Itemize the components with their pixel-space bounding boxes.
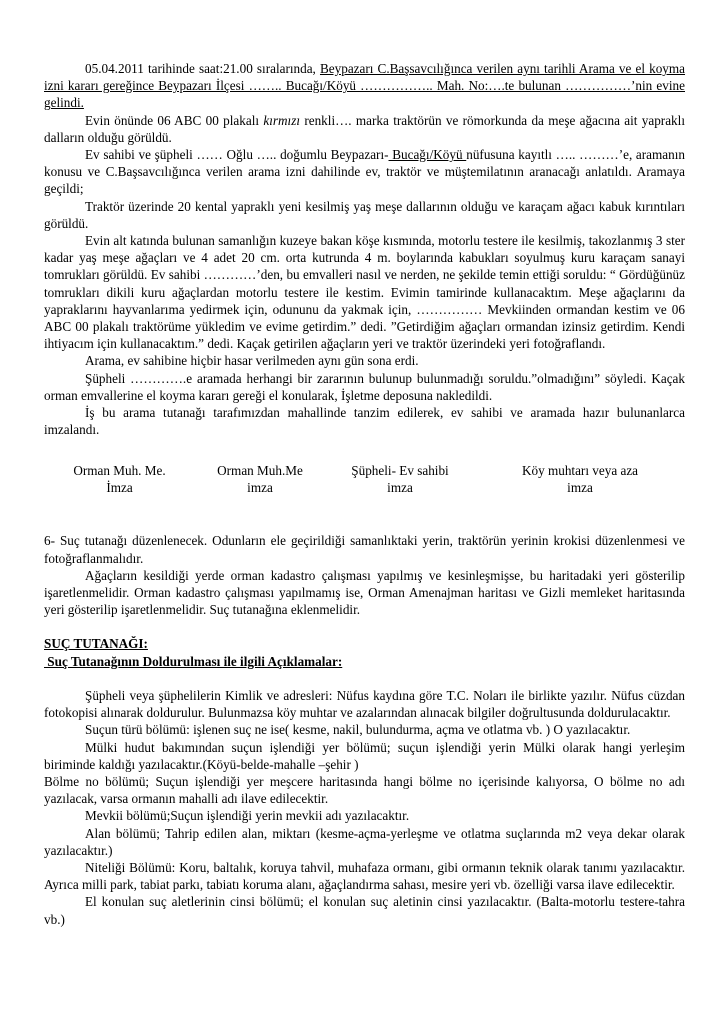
paragraph-signed: İş bu arama tutanağı tarafımızdan mahallinde tanzim edilerek, ev sahibi ve aramada hazır bulunanlarca imzalandı. bbox=[44, 405, 685, 438]
paragraph-trailer-findings: Traktör üzerinde 20 kental yapraklı yeni kesilmiş yaş meşe dallarının olduğu ve karaçam ağacı kabuk kırıntıları görüldü. bbox=[44, 198, 685, 231]
signature-title: Şüpheli- Ev sahibi bbox=[351, 463, 449, 479]
signature-label: imza bbox=[247, 480, 273, 496]
intro-office-text: Beypazarı C.Başsavcılığınca verilen aynı tarihli Arama ve el koyma izni kararı gereğince Beypazarı İlçesi …….. Bucağı/Köyü …………….. Mah. No:….te bulunan ……………’nin evine gelindi. bbox=[44, 61, 686, 111]
signature-title: Orman Muh.Me bbox=[217, 463, 303, 479]
paragraph-barn-findings: Evin alt katında bulunan samanlığın kuzeye bakan köşe kısmında, motorlu testere ile kesilmiş, takozlanmış 3 ster kadar yaş meşe ağaçları ve 4 adet 20 cm. orta kutrunda 4 m. boylarında kabukları soyulmuş kuru karaçam sanayi tomrukları görüldü. Ev sahibi …………’den, bu emvalleri nasıl ve nerden, ne şekilde temin ettiği soruldu: “ Gördüğünüz tomrukları dikili kuru ağaçlardan motorlu testere ile kestim. Evimin tamirinde kullanacaktım. Meşe ağaçlarını da yapraklarını hayvanlarıma yedirmek için, odununu da yakmak için, …………… Mevkiinden ormandan kestim ve 06 ABC 00 plakalı traktörüme yükledim ve evime getirdim.” dedi. ”Getirdiğim ağaçları ormandan izinsiz getirdim. Kendi ihtiyacım için kullanacaktım.” dedi. Kaçak getirilen ağaçların yeri ve traktör üzerindeki yeri fotoğraflandı. bbox=[44, 233, 685, 352]
document-page bbox=[44, 60, 685, 928]
signature-column bbox=[325, 462, 475, 498]
section-subtitle: Suç Tutanağının Doldurulması ile ilgili Açıklamalar: bbox=[44, 653, 343, 669]
signature-column bbox=[44, 462, 195, 498]
intro-paragraph bbox=[44, 60, 685, 112]
explanation-compartment: Bölme no bölümü; Suçun işlendiği yer meşcere haritasında hangi bölme no içerisinde kalıyorsa, O bölme no adı yazılacak, varsa ormanın mahalli adı ilave edilecektir. bbox=[44, 773, 685, 807]
note-6-map-paragraph: Ağaçların kesildiği yerde orman kadastro çalışması yapılmış ve kesinleşmişse, bu haritadaki yeri gösterilip işaretlenmelidir. Orman kadastro çalışması yapılmamış ise, Orman Amenajman haritası ve Gizli memleket haritasında yeri gösterilip işaretlenmelidir. Suç tutanağına eklenmelidir. bbox=[44, 567, 685, 618]
signature-column bbox=[475, 462, 685, 498]
explanation-crime-type: Suçun türü bölümü: işlenen suç ne ise( kesme, nakil, bulundurma, açma ve otlatma vb. ) O yazılacaktır. bbox=[85, 722, 631, 738]
paragraph-owner-text-a: Ev sahibi ve şüpheli …… Oğlu ….. doğumlu Beypazarı- bbox=[85, 147, 389, 163]
spacer bbox=[44, 670, 685, 687]
paragraph-owner-text-b: nüfusuna kayıtlı ….. ………’e, aramanın konusu ve C.Başsavcılığınca verilen arama izni dahilinde ev, traktör ve müştemilatının aranacağı anlatıldı. Aramaya geçildi; bbox=[44, 147, 685, 197]
explanation-quality: Niteliği Bölümü: Koru, baltalık, koruya tahvil, muhafaza ormanı, gibi ormanın teknik olarak tanımı yazılacaktır. Ayrıca milli park, tabiat parkı, tabiatı koruma alanı, ağaçlandırma sahası, mesire yeri vb. özelliği varsa ilave edilecektir. bbox=[44, 859, 685, 893]
signature-title: Köy muhtarı veya aza bbox=[521, 463, 639, 479]
paragraph-suspect-asked: Şüpheli ………….e aramada herhangi bir zararının bulunup bulunmadığı soruldu.”olmadığını” söyledi. Kaçak orman emvallerine el koyma kararı gereği el konularak, İşletme deposuna nakledildi. bbox=[44, 370, 685, 403]
paragraph-tractor-text-b: renkli…. marka traktörün ve römorkunda da meşe ağacına ait yapraklı dalların olduğu görüldü. bbox=[44, 112, 685, 145]
signature-block bbox=[44, 462, 685, 498]
color-red-word: kırmızı bbox=[263, 112, 301, 128]
spacer bbox=[44, 498, 685, 532]
paragraph-tractor bbox=[44, 112, 685, 146]
spacer bbox=[44, 618, 685, 635]
intro-date-time: 05.04.2011 tarihinde saat:21.00 sıralarında, bbox=[85, 61, 316, 76]
explanation-identity: Şüpheli veya şüphelilerin Kimlik ve adresleri: Nüfus kaydına göre T.C. Noları ile birlikte yazılır. Nüfus cüzdan fotokopisi alınarak doldurulur. Bulunmazsa köy muhtar ve azalarından alınacak bilgiler doğrultusunda doldurulacaktır. bbox=[44, 687, 685, 721]
explanation-area: Alan bölümü; Tahrip edilen alan, miktarı (kesme-açma-yerleşme ve otlatma suçlarında m2 veya dekar olarak yazılacaktır.) bbox=[44, 825, 685, 858]
paragraph-tractor-text-a: Evin önünde 06 ABC 00 plakalı bbox=[85, 112, 264, 128]
signature-label: imza bbox=[387, 480, 413, 496]
paragraph-owner bbox=[44, 146, 685, 198]
signature-label: İmza bbox=[106, 480, 133, 496]
explanation-locality: Mevkii bölümü;Suçun işlendiği yerin mevkii adı yazılacaktır. bbox=[85, 808, 410, 824]
paragraph-search-ended: Arama, ev sahibine hiçbir hasar verilmeden aynı gün sona erdi. bbox=[85, 353, 419, 369]
village-underlined: Bucağı/Köyü bbox=[388, 147, 467, 163]
signature-label: imza bbox=[567, 480, 593, 496]
explanation-location: Mülki hudut bakımından suçun işlendiği yer bölümü; suçun işlendiği yerin Mülki olarak hangi yerleşim biriminde kaldığı yazılacaktır.(Köyü-belde-mahalle –şehir ) bbox=[44, 739, 685, 772]
section-title: SUÇ TUTANAĞI: bbox=[44, 636, 148, 652]
signature-title: Orman Muh. Me. bbox=[73, 463, 166, 479]
explanation-tools: El konulan suç aletlerinin cinsi bölümü; el konulan suç aletinin cinsi yazılacaktır. (Balta-motorlu testere-tahra vb.) bbox=[44, 894, 685, 927]
note-6-paragraph: 6- Suç tutanağı düzenlenecek. Odunların ele geçirildiği samanlıktaki yerin, traktörün yerinin krokisi düzenlenmesi ve fotoğraflanmalıdır. bbox=[44, 533, 685, 566]
signature-column bbox=[195, 462, 325, 498]
